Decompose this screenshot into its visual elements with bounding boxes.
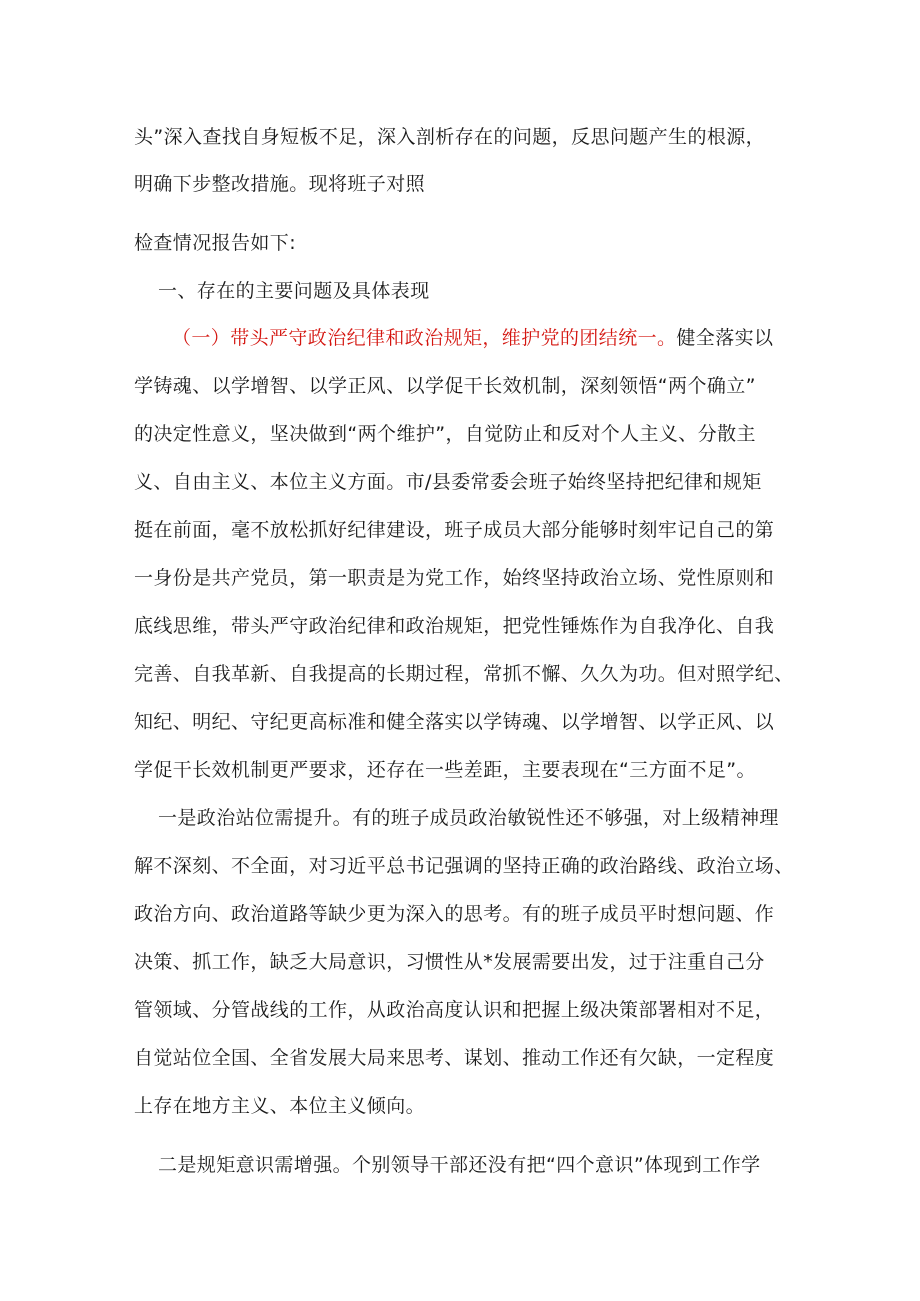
paragraph-line: 解不深刻、不全面，对习近平总书记强调的坚持正确的政治路线、政治立场、: [134, 855, 794, 877]
paragraph-line: 的决定性意义，坚决做到“两个维护”，自觉防止和反对个人主义、分散主: [134, 423, 756, 445]
paragraph-line: 政治方向、政治道路等缺少更为深入的思考。有的班子成员平时想问题、作: [134, 903, 775, 925]
paragraph-line: 一是政治站位需提升。有的班子成员政治敏锐性还不够强，对上级精神理: [158, 807, 779, 829]
paragraph-line: 知纪、明纪、守纪更高标准和健全落实以学铸魂、以学增智、以学正风、以: [134, 711, 775, 733]
paragraph-line: 明确下步整改措施。现将班子对照: [134, 173, 426, 195]
subsection-heading-line: [172, 326, 773, 350]
paragraph-line: 上存在地方主义、本位主义倾向。: [134, 1095, 426, 1117]
paragraph-line: 完善、自我革新、自我提高的长期过程，常抓不懈、久久为功。但对照学纪、: [134, 663, 794, 685]
paragraph-text: 健全落实以: [676, 327, 774, 349]
paragraph-line: 自觉站位全国、全省发展大局来思考、谋划、推动工作还有欠缺，一定程度: [134, 1047, 775, 1069]
paragraph-line: 底线思维，带头严守政治纪律和政治规矩，把党性锤炼作为自我净化、自我: [134, 615, 775, 637]
paragraph-line: 决策、抓工作，缺乏大局意识，习惯性从*发展需要出发，过于注重自己分: [134, 951, 765, 973]
paragraph-line: 管领域、分管战线的工作，从政治高度认识和把握上级决策部署相对不足，: [134, 999, 775, 1021]
subsection-heading: （一）带头严守政治纪律和政治规矩，维护党的团结统一。: [172, 327, 677, 349]
paragraph-line: 学促干长效机制更严要求，还存在一些差距，主要表现在“三方面不足”。: [134, 759, 756, 781]
paragraph-line: 头”深入查找自身短板不足，深入剖析存在的问题，反思问题产生的根源，: [134, 126, 766, 148]
paragraph-line: 检查情况报告如下:: [134, 232, 297, 254]
paragraph-line: 一身份是共产党员，第一职责是为党工作，始终坚持政治立场、党性原则和: [134, 567, 775, 589]
paragraph-line: 挺在前面，毫不放松抓好纪律建设，班子成员大部分能够时刻牢记自己的第: [134, 519, 775, 541]
paragraph-line: 学铸魂、以学增智、以学正风、以学促干长效机制，深刻领悟“两个确立”: [134, 375, 756, 397]
section-heading: 一、存在的主要问题及具体表现: [158, 280, 430, 302]
paragraph-line: 二是规矩意识需增强。个别领导干部还没有把“四个意识”体现到工作学: [158, 1154, 761, 1176]
paragraph-line: 义、自由主义、本位主义方面。市/县委常委会班子始终坚持把纪律和规矩: [134, 471, 762, 493]
